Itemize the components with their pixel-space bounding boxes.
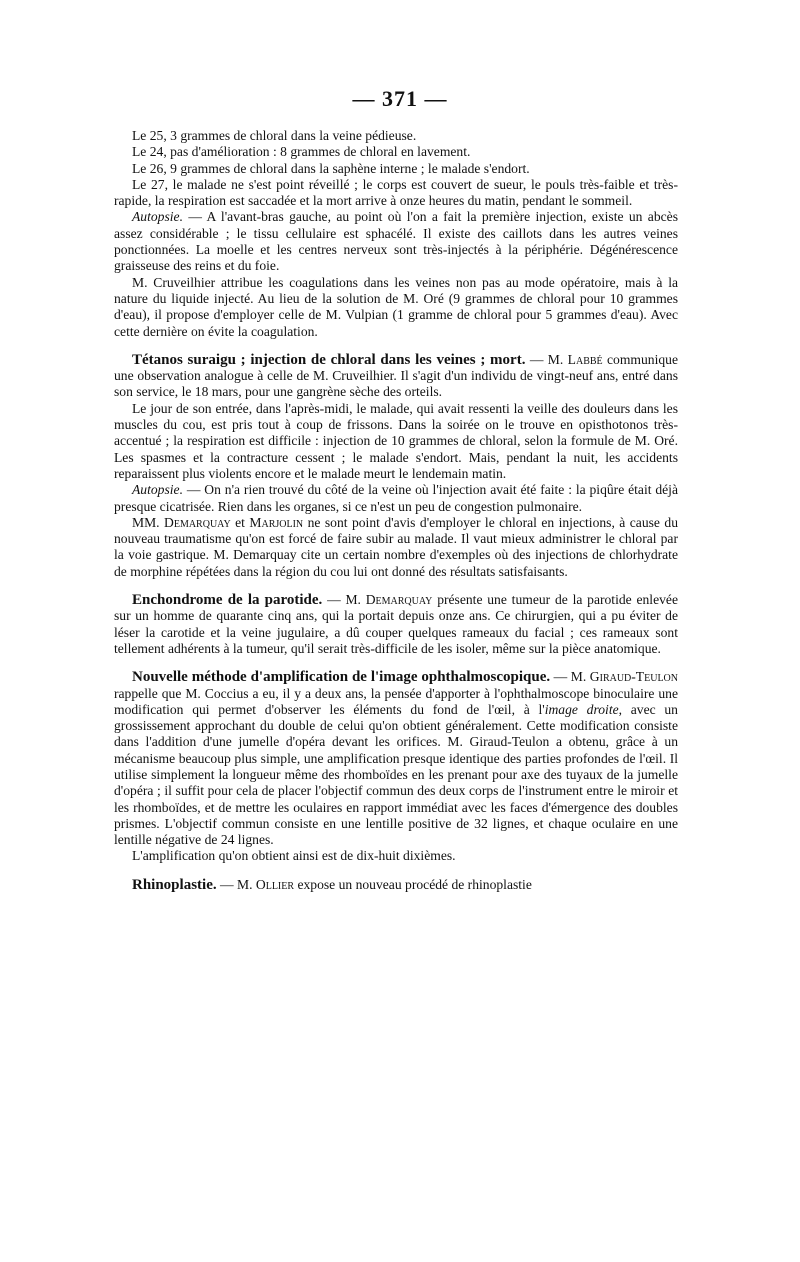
paragraph-text: — A l'avant-bras gauche, au point où l'on a fait la première injection, existe un abcès assez considérable ; le tissu cellulaire est sphacélé. Il existe des caillots dans les autres veines ponctionnées. La moelle et les centres nerveux sont très-injectés à la périphérie. Dégénérescence graisseuse des reins et du foie.	[114, 209, 678, 274]
section-tetanos	[114, 352, 678, 401]
paragraph-text: expose un nouveau procédé de rhinoplastie	[294, 876, 532, 892]
author-name: Ollier	[255, 876, 295, 892]
autopsy-lead: Autopsie.	[132, 482, 183, 498]
paragraph: L'amplification qu'on obtient ainsi est de dix-huit dixièmes.	[132, 848, 456, 864]
text: — M.	[216, 876, 256, 892]
paragraph: Le 26, 9 grammes de chloral dans la saphène interne ; le malade s'endort.	[132, 160, 530, 176]
text: — M.	[322, 592, 366, 608]
paragraph: Le jour de son entrée, dans l'après-midi, le malade, qui avait ressenti la veille des douleurs dans les muscles du cou, est pris tout à coup de frissons. Dans la soirée on le trouve en opisthotonos très-accentué ; la respiration est difficile : injection de 10 grammes de chloral, selon la formule de M. Oré. Les spasmes et la contracture cessent ; le malade s'endort. Mais, pendant la nuit, les accidents reparaissent plus violents encore et le malade meurt le lendemain matin.	[114, 400, 678, 481]
paragraph-text: — On n'a rien trouvé du côté de la veine où l'injection avait été faite : la piqûre était déjà presque cicatrisée. Rien dans les organes, si ce n'est un peu de congestion pulmonaire.	[114, 482, 678, 514]
section-rhinoplastie	[114, 877, 678, 893]
paragraph-text: , avec un grossissement approchant du double de celui qu'on obtient généralement. Cette modification consiste dans l'addition d'une jumelle d'opéra devant les orifices. M. Giraud-Teulon a obtenu, grâce à un mécanisme beaucoup plus simple, une amplification presque identique des parties profondes de l'œil. Il utilise simplement la longueur même des rhomboïdes en les prenant pour axe des tuyaux de la jumelle d'opéra ; il suffit pour cela de placer l'objectif commun des deux corps de l'instrument entre le miroir et les rhomboïdes, et de mettre les oculaires en rapport immédiat avec les faces d'émergence des doubles prismes. L'objectif commun consiste en une lentille positive de 32 lignes, et chaque oculaire en une lentille négative de 24 lignes.	[114, 701, 678, 848]
paragraph-text: communique une observation analogue à celle de M. Cruveilhier. Il s'agit d'un individu de vingt-neuf ans, entré dans son service, le 18 mars, pour une gangrène sèche des orteils.	[114, 351, 679, 400]
section-heading: Tétanos suraigu ; injection de chloral dans les veines ; mort.	[132, 351, 526, 368]
paragraph	[114, 482, 678, 515]
text: — M.	[525, 351, 568, 367]
paragraph	[114, 209, 678, 274]
paragraph-text: rappelle que M. Coccius a eu, il y a deux ans, la pensée d'apporter à l'ophthalmoscope binoculaire une modification qui permet d'observer les éléments du fond de l'œil, à l'	[114, 685, 678, 717]
author-name: Giraud-Teulon	[589, 669, 678, 685]
section-enchondrome	[114, 592, 678, 657]
section-heading: Rhinoplastie.	[132, 876, 217, 893]
italic-term: image droite	[544, 701, 619, 717]
paragraph-text: ne sont point d'avis d'employer le chloral en injections, à cause du nouveau traumatisme qu'on est forcé de faire subir au malade. Il vaut mieux administrer le chloral par la voie gastrique. M. Demarquay cite un certain nombre d'exemples où des injections de chlorhydrate de morphine répétées dans la région du cou lui ont donné des résultats satisfaisants.	[114, 514, 678, 579]
text: — M.	[550, 669, 590, 685]
author-name: Demarquay	[164, 514, 231, 530]
text: MM.	[132, 514, 165, 530]
paragraph: M. Cruveilhier attribue les coagulations dans les veines non pas au mode opératoire, mais à la nature du liquide injecté. Au lieu de la solution de M. Oré (9 grammes de chloral pour 10 grammes d'eau), il propose d'employer celle de M. Vulpian (1 gramme de chloral pour 5 grammes d'eau). Avec cette dernière on évite la coagulation.	[114, 274, 678, 339]
paragraph	[114, 515, 678, 580]
section-heading: Nouvelle méthode d'amplification de l'image ophthalmoscopique.	[132, 669, 551, 686]
page-number: — 371 —	[352, 86, 448, 111]
author-name: Marjolin	[249, 514, 304, 530]
paragraph: Le 25, 3 grammes de chloral dans la veine pédieuse.	[132, 128, 417, 143]
paragraph-text: présente une tumeur de la parotide enlevée sur un homme de quarante cinq ans, qui la portait depuis onze ans. Ce chirurgien, qui a pu éviter de léser la carotide et la veine jugulaire, a dû couper quelques rameaux du facial ; ces rameaux sont tellement adhérents à la tumeur, qu'il serait très-difficile de les isoler, même sur la pièce anatomique.	[114, 592, 678, 656]
section-heading: Enchondrome de la parotide.	[132, 592, 323, 609]
text: et	[230, 514, 250, 530]
author-name: Labbé	[567, 351, 603, 367]
body-text	[114, 128, 678, 893]
autopsy-lead: Autopsie.	[132, 209, 183, 225]
section-ophthalmoscope	[114, 669, 678, 848]
paragraph: Le 27, le malade ne s'est point réveillé ; le corps est couvert de sueur, le pouls très-faible et très-rapide, la respiration est saccadée et la mort arrive à onze heures du matin, pendant le sommeil.	[114, 176, 678, 209]
author-name: Demarquay	[365, 592, 433, 608]
paragraph: Le 24, pas d'amélioration : 8 grammes de chloral en lavement.	[132, 144, 471, 160]
